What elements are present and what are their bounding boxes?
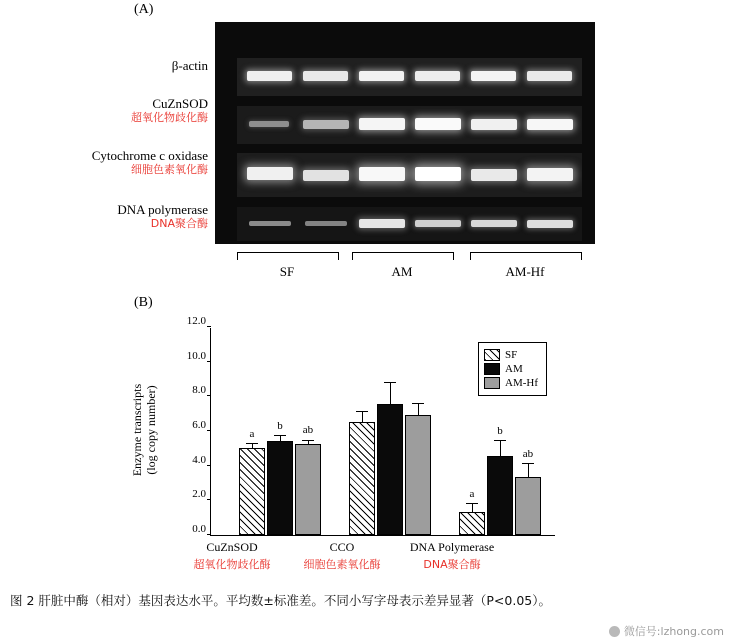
x-axis-label-cuznsod-cn: 超氧化物歧化酶 (193, 558, 271, 571)
legend-item-sf (484, 349, 538, 361)
y-tick-label-10: 10.0 (186, 349, 206, 362)
gel-label-cuznsod (80, 96, 208, 124)
gel-image (215, 22, 595, 244)
gel-label-beta-actin-text: β-actin (171, 58, 208, 73)
y-axis-label-line1: Enzyme transcripts (130, 383, 144, 477)
bar-dnapol-sf (459, 512, 485, 535)
watermark (609, 623, 724, 639)
bar-cco-am (377, 404, 403, 535)
x-axis-label-dnapol (387, 540, 517, 572)
errorbar-cuznsod-sf (252, 444, 253, 448)
gel-group-brace-sf (237, 252, 339, 260)
y-tick-label-4: 4.0 (192, 453, 206, 466)
y-axis-label (130, 384, 158, 476)
gel-row-beta-actin (237, 58, 582, 96)
bar-cuznsod-am (267, 441, 293, 536)
bar-cco-sf (349, 422, 375, 536)
legend-swatch-sf (484, 349, 500, 361)
y-tick-label-12: 12.0 (186, 315, 206, 327)
errorcap-dnapol-am (494, 440, 506, 441)
y-axis-label-line2: (log copy number) (144, 385, 158, 475)
errorcap-cco-sf (356, 411, 368, 412)
gel-row-cuznsod (237, 106, 582, 144)
gel-label-cytochrome-c-oxidase (80, 148, 208, 176)
errorbar-cco-am (390, 383, 391, 404)
bar-dnapol-am (487, 456, 513, 535)
bar-cuznsod-sf (239, 448, 265, 536)
errorcap-cco-amhf (412, 403, 424, 404)
errorbar-cuznsod-am (280, 436, 281, 441)
x-axis-label-cco-cn: 细胞色素氧化酶 (303, 558, 381, 571)
bar-cuznsod-amhf (295, 444, 321, 535)
legend-label-amhf: AM-Hf (505, 377, 538, 389)
bar-chart (130, 315, 610, 571)
y-tick-label-2: 2.0 (192, 488, 206, 501)
errorcap-cuznsod-sf (246, 443, 258, 444)
errorbar-dnapol-am (500, 441, 501, 456)
sig-letter-cuznsod-sf: a (249, 428, 255, 440)
figure-caption: 图 2 肝脏中酶（相对）基因表达水平。平均数±标准差。不同小写字母表示差异显著（P<0.05）。 (10, 593, 551, 608)
errorbar-cuznsod-amhf (308, 441, 309, 445)
gel-label-dna-polymerase-cn: DNA聚合酶 (150, 217, 208, 230)
gel-row-cytochrome-c-oxidase (237, 153, 582, 197)
legend-item-amhf (484, 377, 538, 389)
panel-b-label: (B) (134, 295, 153, 310)
errorbar-cco-amhf (418, 404, 419, 416)
gel-label-cuznsod-cn: 超氧化物歧化酶 (131, 111, 208, 124)
gel-label-cytochrome-c-oxidase-text: Cytochrome c oxidase (91, 148, 208, 163)
legend-label-sf: SF (505, 349, 518, 361)
errorcap-cuznsod-am (274, 435, 286, 436)
gel-group-brace-amhf (470, 252, 582, 260)
gel-label-beta-actin (90, 58, 208, 73)
gel-group-brace-am (352, 252, 454, 260)
errorcap-cuznsod-amhf (302, 440, 314, 441)
errorbar-cco-sf (362, 412, 363, 422)
chart-legend (478, 342, 547, 396)
errorcap-dnapol-amhf (522, 463, 534, 464)
x-axis-label-cco-text: CCO (329, 540, 355, 554)
y-tick-label-6: 6.0 (192, 419, 206, 431)
gel-group-label-am: AM (391, 264, 413, 279)
plot-area (186, 315, 555, 536)
errorbar-dnapol-sf (472, 504, 473, 512)
legend-swatch-am (484, 363, 500, 375)
errorbar-dnapol-amhf (528, 464, 529, 477)
gel-label-cuznsod-text: CuZnSOD (152, 96, 208, 111)
x-axis-label-cuznsod-text: CuZnSOD (206, 540, 258, 554)
bar-cco-amhf (405, 415, 431, 535)
errorcap-cco-am (384, 382, 396, 383)
x-axis-label-dnapol-cn: DNA聚合酶 (423, 558, 481, 571)
sig-letter-dnapol-amhf: ab (522, 448, 534, 460)
legend-item-am (484, 363, 538, 375)
gel-row-dna-polymerase (237, 207, 582, 241)
legend-swatch-amhf (484, 377, 500, 389)
y-tick-label-8: 8.0 (192, 384, 206, 397)
bar-dnapol-amhf (515, 477, 541, 535)
watermark-text: 微信号:lzhong.com (623, 625, 724, 638)
errorcap-dnapol-sf (466, 503, 478, 504)
sig-letter-dnapol-sf: a (469, 488, 475, 500)
legend-label-am: AM (505, 363, 523, 375)
sig-letter-cuznsod-amhf: ab (302, 424, 314, 436)
gel-label-dna-polymerase-text: DNA polymerase (117, 202, 208, 217)
sig-letter-dnapol-am: b (497, 425, 503, 437)
gel-group-label-sf: SF (279, 264, 295, 279)
x-axis-label-dnapol-text: DNA Polymerase (409, 540, 495, 554)
gel-label-dna-polymerase (80, 202, 208, 230)
sig-letter-cuznsod-am: b (277, 420, 283, 432)
panel-a-label: (A) (134, 2, 154, 17)
y-tick-label-0: 0.0 (192, 523, 206, 535)
gel-group-label-amhf: AM-Hf (505, 264, 545, 279)
watermark-icon (609, 626, 620, 637)
gel-label-cytochrome-c-oxidase-cn: 细胞色素氧化酶 (131, 163, 208, 176)
